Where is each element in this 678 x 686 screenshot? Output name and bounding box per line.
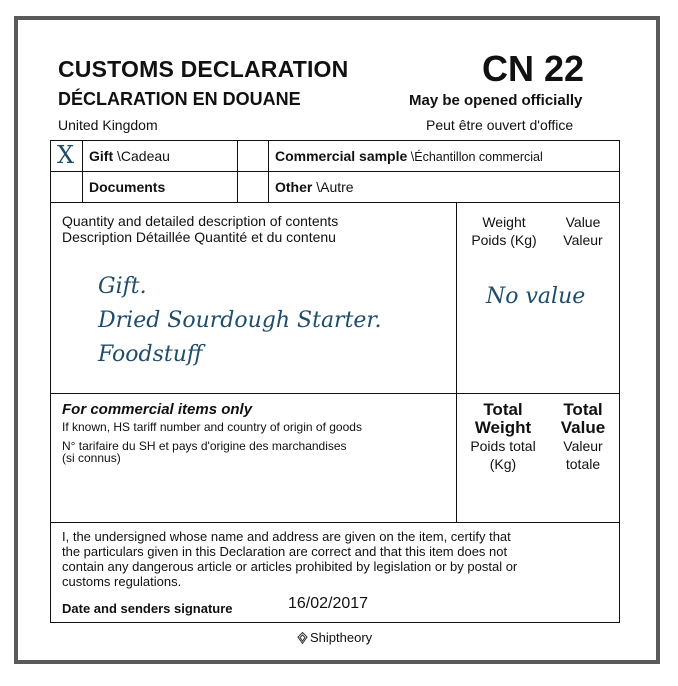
form-code: CN 22 [482,48,585,89]
commercial-sample-label: Commercial sample \Échantillon commercial [275,148,543,164]
documents-label: Documents [89,179,166,195]
gift-label: Gift \Cadeau [89,148,170,164]
weight-label: Weight Poids (Kg) [471,214,537,248]
hs-tariff-note-en: If known, HS tariff number and country of origin of goods [62,420,362,434]
total-weight-label: Total Weight Poids total (Kg) [470,400,536,472]
hs-tariff-note-fr: N° tarifaire du SH et pays d'origine des marchandises (si connus) [62,439,347,465]
country-label: United Kingdom [58,117,158,133]
total-value-label: Total Value Valeur totale [560,400,606,472]
other-label: Other \Autre [275,179,354,195]
value-handwritten: No value [486,284,586,309]
signature-label: Date and senders signature [62,601,233,616]
form-title-en: CUSTOMS DECLARATION [58,56,349,82]
contents-description-handwritten: Gift. Dried Sourdough Starter. Foodstuff [98,274,382,367]
opened-officially-fr: Peut être ouvert d'office [426,117,574,133]
declaration-date: 16/02/2017 [288,595,369,612]
value-label: Value Valeur [563,214,603,248]
gift-checkbox-mark[interactable]: X [57,141,75,169]
shiptheory-brand: Shiptheory [297,630,372,647]
commercial-heading: For commercial items only [62,401,253,418]
opened-officially-en: May be opened officially [409,92,583,109]
shiptheory-logo-icon [297,632,308,647]
certification-text: I, the undersigned whose name and address are given on the item, certify that the particulars given in this Declaration are correct and that this item does not contain any dangerous article or articles prohibited by legislation or by postal or customs regulations. [62,529,518,589]
form-title-fr: DÉCLARATION EN DOUANE [58,89,301,109]
contents-description-label: Quantity and detailed description of contents Description Détaillée Quantité et du contenu [62,213,339,245]
